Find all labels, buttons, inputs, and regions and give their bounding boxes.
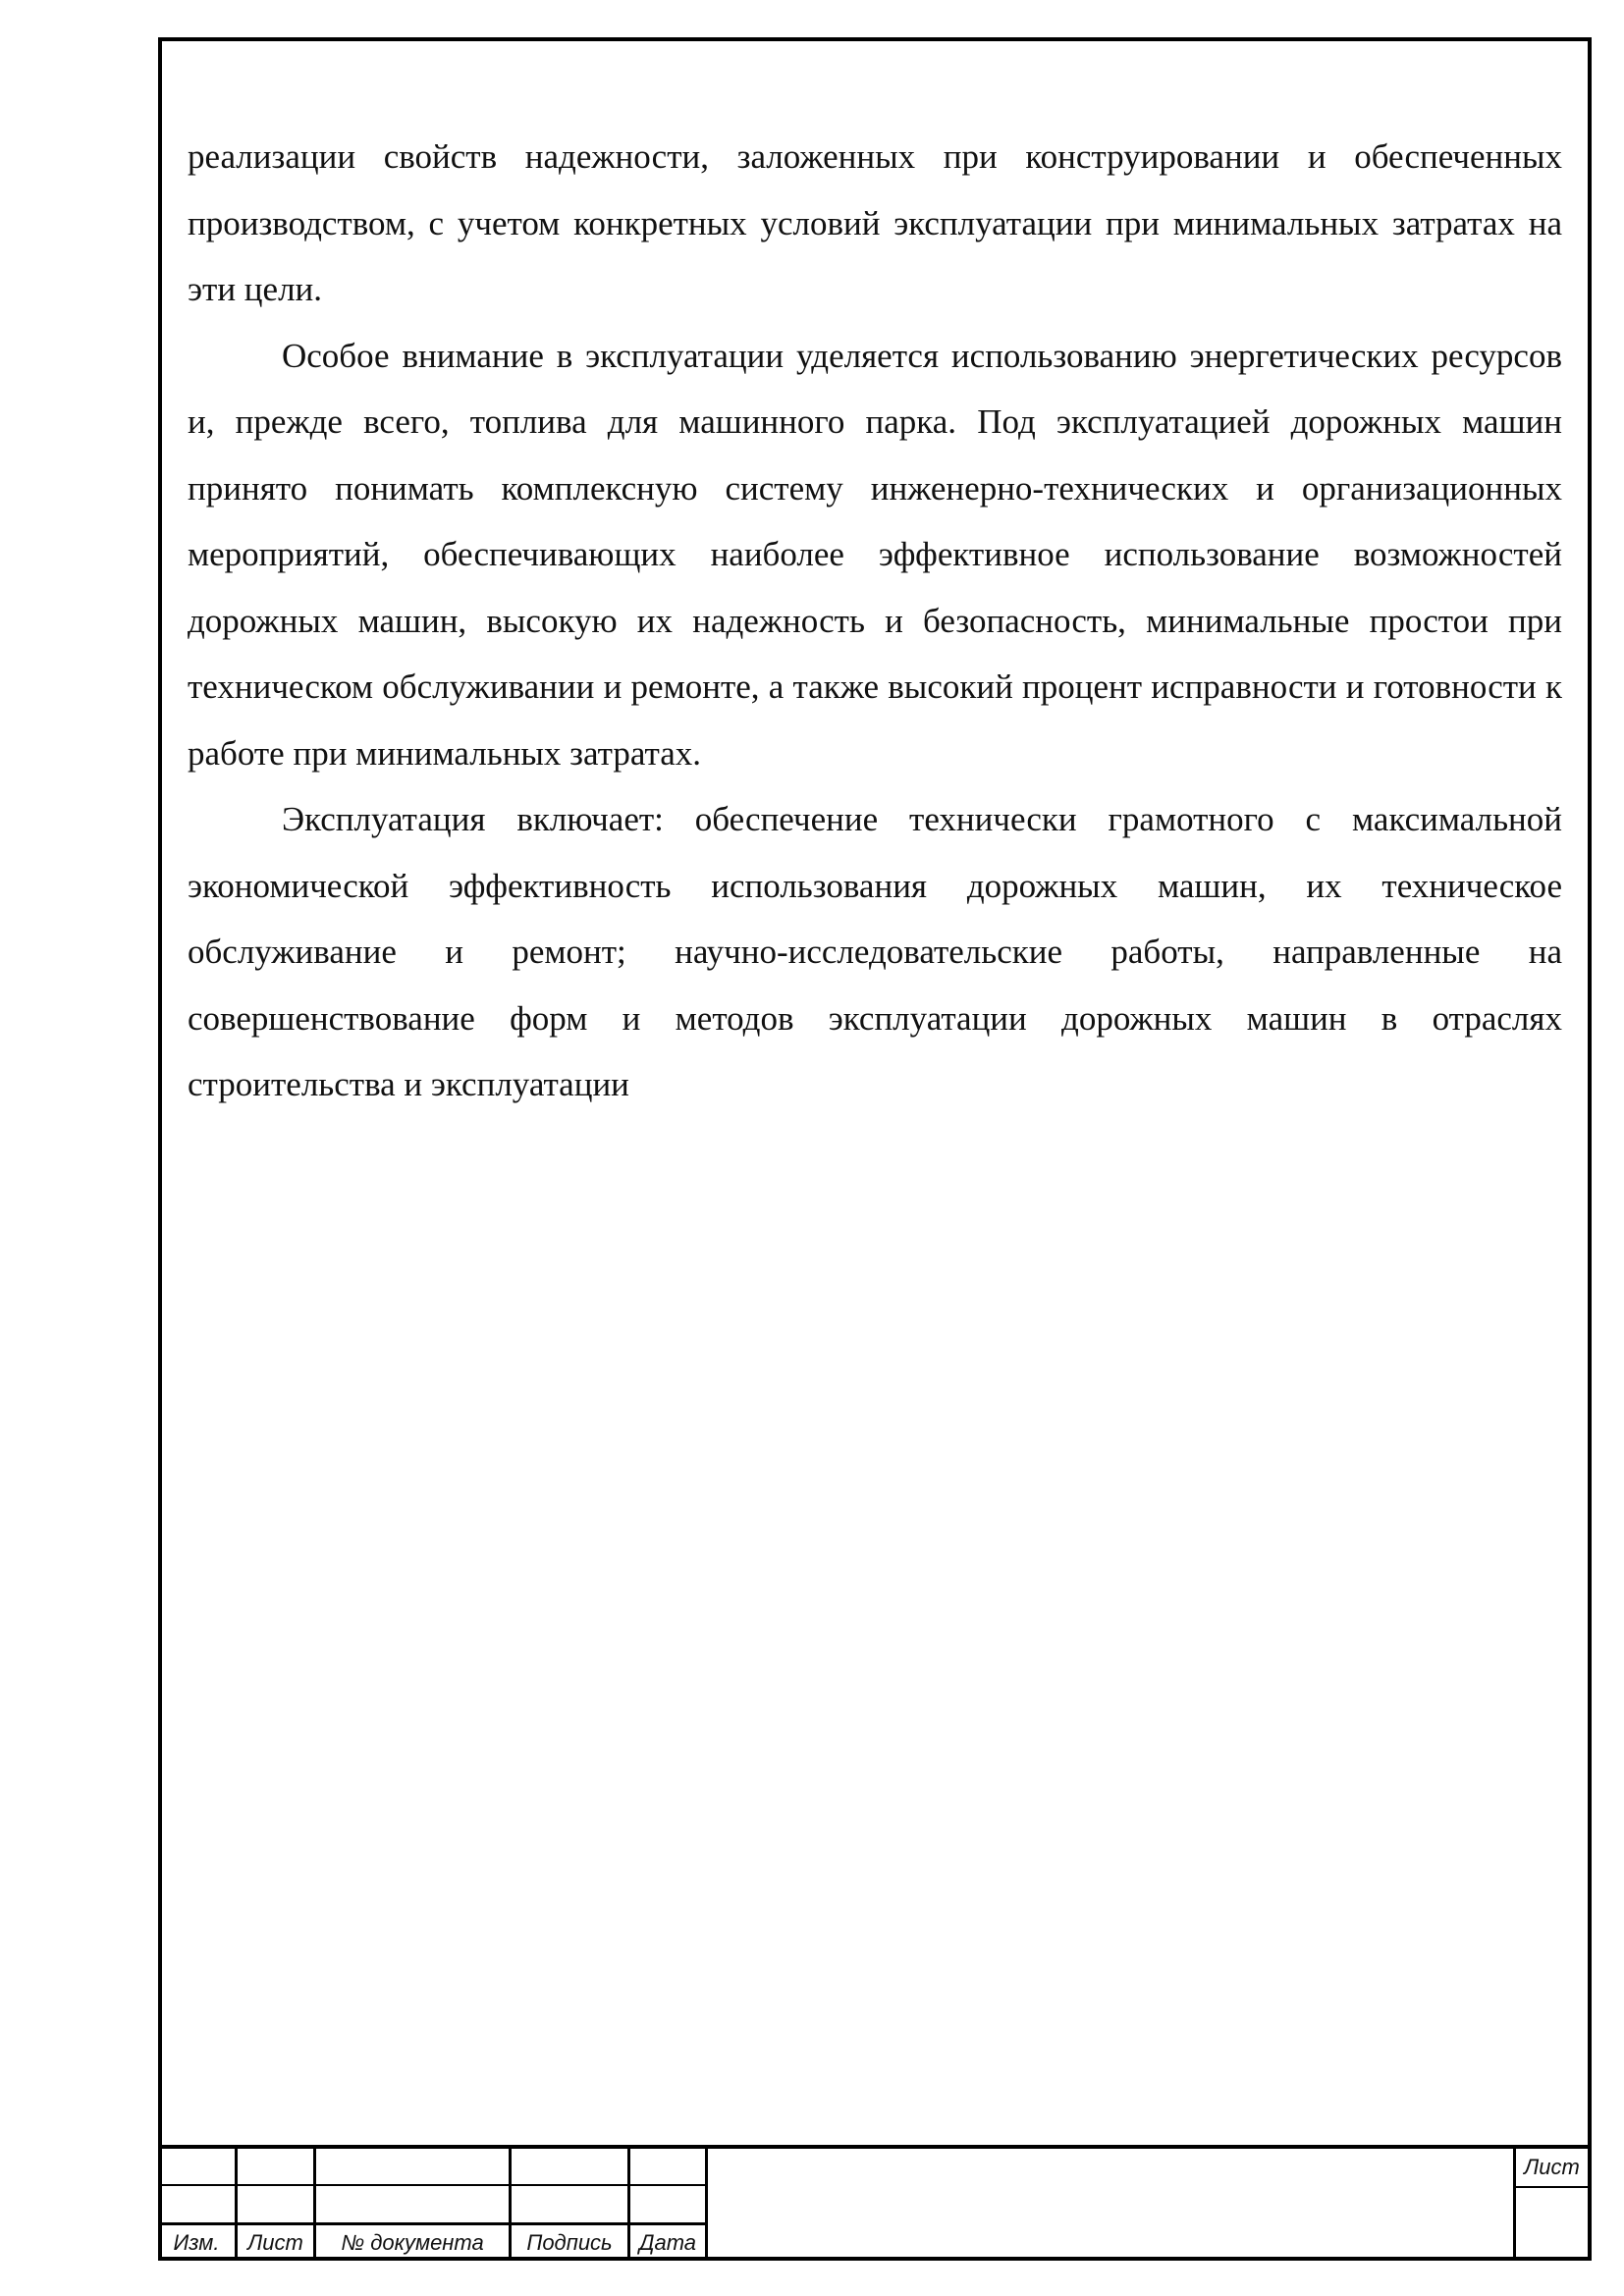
- sheet-label: Лист: [1524, 2155, 1580, 2179]
- paragraph-energy-resources: Особое внимание в эксплуатации уделяется использованию энергетических ресурсов и, прежде всего, топлива для машинного парка. Под эксплуатацией дорожных машин принято понимать комплексную систему инженерно-технических и организационных мероприятий, обеспечивающих наиболее эффективное использование возможностей дорожных машин, высокую их надежность и безопасность, минимальные простои при техническом обслуживании и ремонте, а также высокий процент исправности и готовности к работе при минимальных затратах.: [188, 336, 1562, 773]
- title-block: [158, 2145, 1592, 2261]
- document-number-label: № документа: [341, 2230, 484, 2255]
- title-block-rule: [1515, 2186, 1588, 2188]
- document-body: [188, 124, 1562, 1118]
- date-label: Дата: [638, 2230, 697, 2255]
- title-block-divider: [705, 2149, 708, 2261]
- paragraph-continuation: реализации свойств надежности, заложенных при конструировании и обеспеченных производством, с учетом конкретных условий эксплуатации при минимальных затратах на эти цели.: [188, 137, 1562, 308]
- title-block-rule: [158, 2184, 707, 2186]
- list-label: Лист: [247, 2230, 303, 2255]
- paragraph-operation-scope: Эксплуатация включает: обеспечение технически грамотного с максимальной экономической эффективность использования дорожных машин, их техническое обслуживание и ремонт; научно-исследовательские работы, направленные на совершенствование форм и методов эксплуатации дорожных машин в отраслях строительства и эксплуатации: [188, 800, 1562, 1103]
- signature-label: Подпись: [526, 2230, 613, 2255]
- izm-label: Изм.: [173, 2230, 220, 2255]
